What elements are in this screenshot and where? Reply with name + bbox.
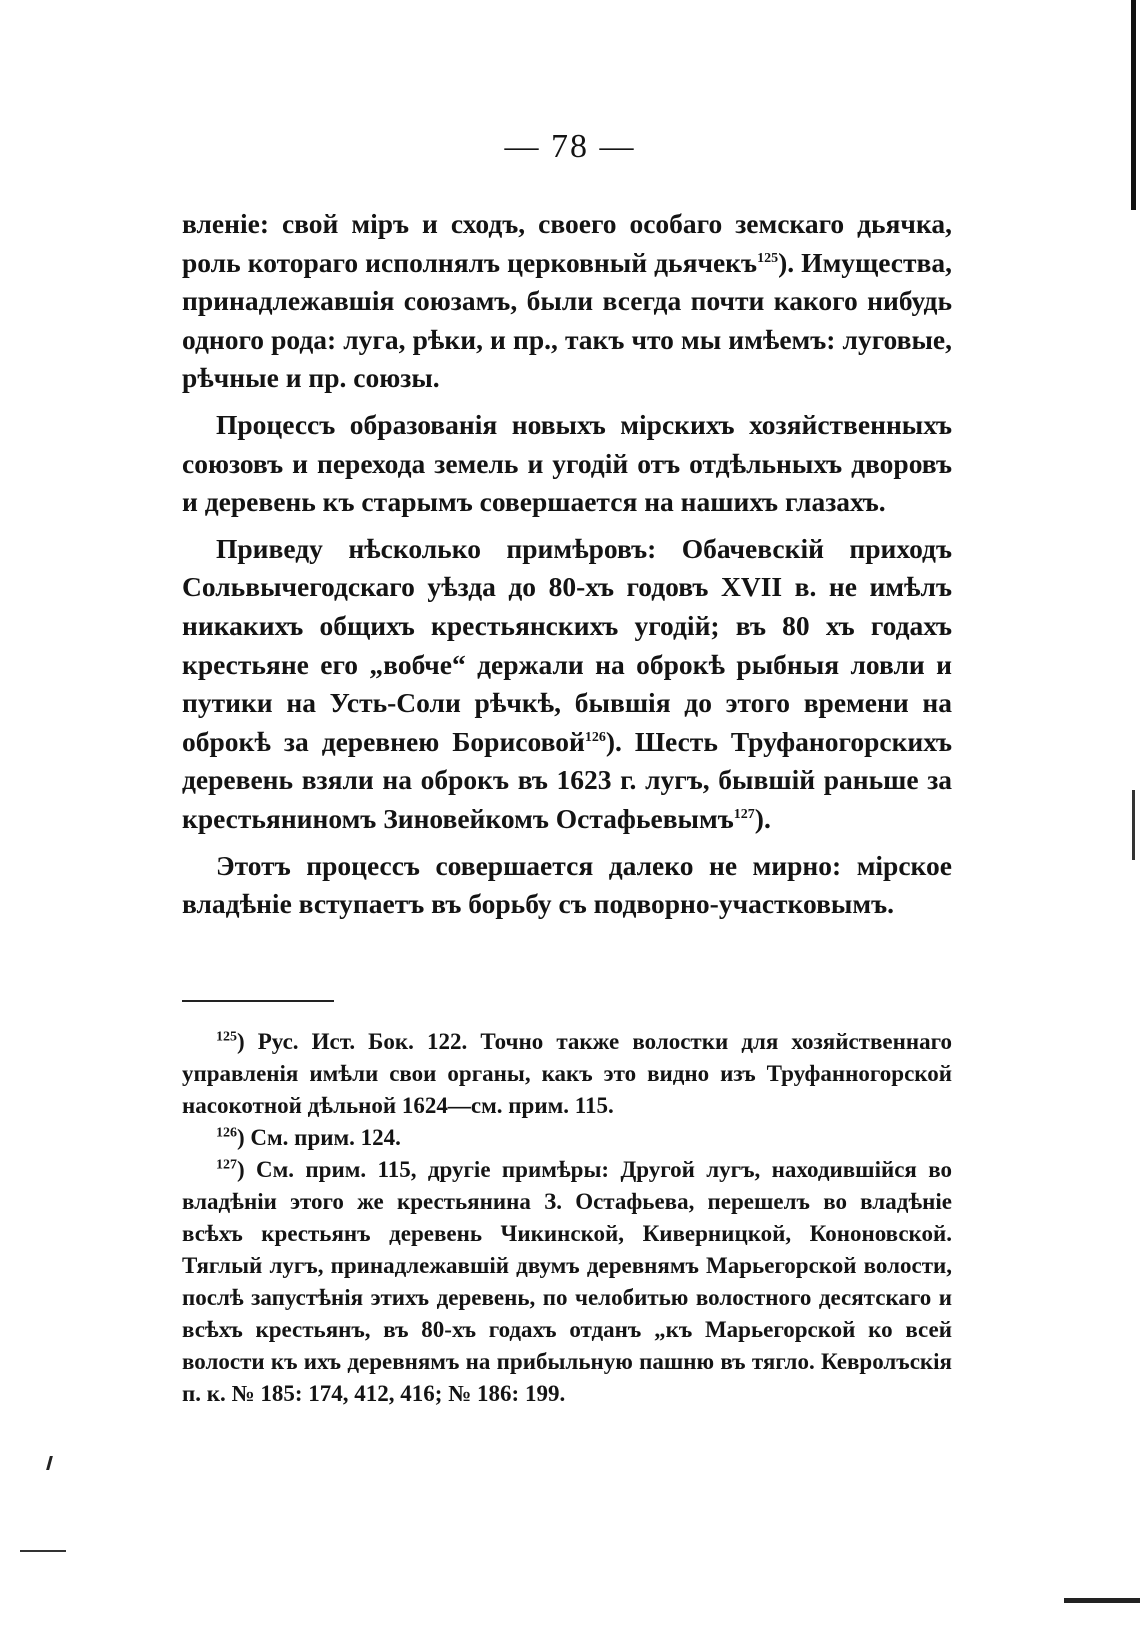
paragraph-3-text-b: ). Шесть Труфаногорскихъ деревень взяли на оброкъ въ 1623 г. лугъ, бывшій раньше за крестьяниномъ Зиновейкомъ Остафьевымъ (182, 725, 952, 834)
footnote-127 (182, 1154, 952, 1410)
footnote-126 (182, 1122, 952, 1154)
paragraph-3-text-a: Приведу нѣсколько примѣровъ: Обачевскій приходъ Сольвычегодскаго уѣзда до 80-хъ годовъ XVII в. не имѣлъ никакихъ общихъ крестьянскихъ угодій; въ 80 хъ годахъ крестьяне его „вобче“ держали на оброкѣ рыбныя ловли и путики на Усть-Соли рѣчкѣ, бывшія до этого времени на оброкѣ за деревнею Борисовой (182, 532, 952, 757)
paragraph-1 (182, 205, 952, 398)
footnote-125 (182, 1026, 952, 1122)
scan-dash-left (20, 1550, 66, 1552)
footnote-ref-127: 127 (733, 806, 755, 822)
footnote-ref-125: 125 (757, 250, 779, 266)
footnote-126-marker: 126 (216, 1125, 237, 1141)
footnote-127-marker: 127 (216, 1157, 237, 1173)
paragraph-2: Процессъ образованія новыхъ мірскихъ хозяйственныхъ союзовъ и перехода земель и угодій отъ отдѣльныхъ дворовъ и деревень къ старымъ совершается на нашихъ глазахъ. (182, 408, 952, 518)
footnote-127-text: ) См. прим. 115, другіе примѣры: Другой лугъ, находившійся во владѣніи этого же крестьянина З. Остафьева, перешелъ во владѣніе всѣхъ крестьянъ деревень Чикинской, Киверницкой, Кононовской. Тяглый лугъ, принадлежавшій двумъ деревнямъ Марьегорской волости, послѣ запустѣнія этихъ деревень, по челобитью волостного десятскаго и всѣхъ крестьянъ, въ 80-хъ годахъ отданъ „къ Марьегорской ко всей волости къ ихъ деревнямъ на прибыльную пашню въ тягло. Кевролъскія п. к. № 185: 174, 412, 416; № 186: 199. (182, 1157, 952, 1406)
scan-dash-right (1064, 1598, 1140, 1603)
page-number: — 78 — (504, 128, 636, 165)
footnote-ref-126: 126 (584, 729, 606, 745)
footnote-125-marker: 125 (216, 1029, 237, 1045)
footnote-126-text: ) См. прим. 124. (237, 1125, 401, 1150)
paragraph-1-text-a: вленіе: свой міръ и сходъ, своего особаго земскаго дьячка, роль котораго исполнялъ церковный дьячекъ (182, 208, 952, 278)
paragraph-3 (182, 530, 952, 839)
footnote-divider (182, 1000, 334, 1002)
footnote-125-text: ) Рус. Ист. Бок. 122. Точно также волостки для хозяйственнаго управленія имѣли свои органы, какъ это видно изъ Труфанногорской насокотной дѣльной 1624—см. прим. 115. (182, 1029, 952, 1118)
scan-edge-mark (1131, 0, 1136, 210)
paragraph-3-text-c: ). (754, 802, 771, 834)
footnotes (182, 1026, 952, 1410)
paragraph-4: Этотъ процессъ совершается далеко не мирно: мірское владѣніе вступаетъ въ борьбу съ подворно-участковымъ. (182, 849, 952, 920)
scan-speck (46, 1456, 53, 1470)
paragraph-1-text-b: ). Имущества, принадлежавшія союзамъ, были всегда почти какого нибудь одного рода: луга, рѣки, и пр., такъ что мы имѣемъ: луговые, рѣчные и пр. союзы. (182, 246, 952, 394)
main-text (182, 205, 952, 924)
scan-edge-mark-lower (1132, 790, 1135, 860)
